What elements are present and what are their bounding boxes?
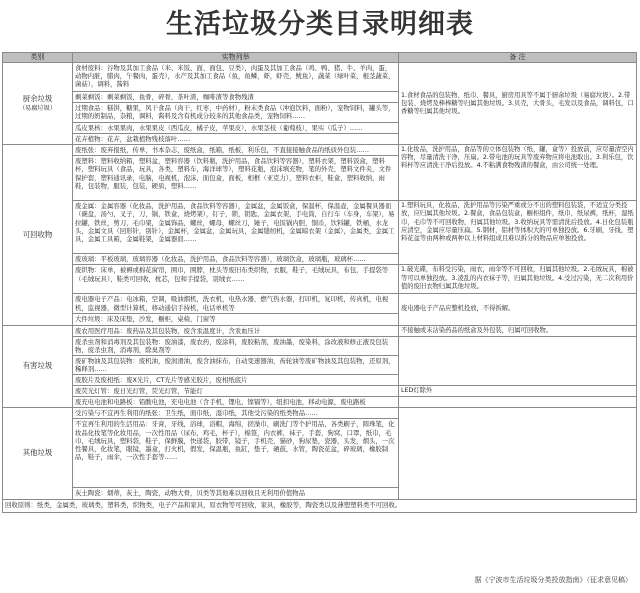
table-header-row <box>3 53 637 63</box>
category-other: 其他垃圾 <box>3 408 73 499</box>
recyclable-item-plastic: 废塑料：塑料收纳箱，塑料盆，塑料容器（饮料瓶，洗护用品，食品饮料等容器），塑料衣架，塑料饭盒，塑料杯，塑料玩具（食品，玩具，各类，塑料车，海洋球等），塑料花瓶，泡沫填充物，笔的外壳，塑料文件夹，文件保护套，塑料通讯录，电脑，电视机，泡沫，面包盒，面板，相框（亚克力），塑料衣柜，鞋盒，塑料收纳，雨鞋，包装物，服装，包装，硬质，塑料…… <box>73 156 399 201</box>
table-row <box>3 63 637 92</box>
table-row <box>3 201 637 254</box>
table-row <box>3 408 637 419</box>
hazardous-remarks-b: LED灯除外 <box>399 386 637 397</box>
category-recyclable: 可回收物 <box>3 145 73 325</box>
kitchen-remarks: 1.食材食品的包装物、纸巾、餐具，厨房用具等不属于厨余垃圾（易腐垃圾）。2.带包装、烧烤及棒棒糖等归属其他垃圾。3.贝壳，大骨头，毛发以及食品，调料包，口香糖等归属其他垃圾。 <box>399 63 637 145</box>
header-examples: 实物列举 <box>73 53 399 63</box>
other-remarks-blank <box>399 408 637 499</box>
header-category: 类别 <box>3 53 73 63</box>
recyclable-remarks-d: 废电器电子产品应整机投放，不得拆解。 <box>399 294 637 325</box>
table-row <box>3 386 637 397</box>
table-row <box>3 145 637 156</box>
header-remarks: 备 注 <box>399 53 637 63</box>
recycling-principle: 回收原则：纸类，金属类，玻璃类，塑料类，织物类，电子产品和家具，原衣物等可回收，家具，橡胶等，陶瓷类以及薄塑塑料类不可回收。 <box>3 499 637 512</box>
other-item-daily-goods: 不宜再生利用的生活用品：牙膏，牙线，浴球，浴帽，海绵，搓澡巾，刷洗门等个护用品，各类刷子，圆珠笔，化妆品化妆笔等化妆用品，一次性用品（尿布，鸡毛，杯子），棉签，内衣裤，袜子，手套，狗窝，口罩，纸巾，毛巾，毛绒玩具，塑料袋，鞋子，保鲜膜，快递袋，胶带，镜子，手机壳，猫砂，狗尿垫，瓷器，头发，烟头，一次性餐具，化妆笔，眼镜，墨盒，打火机，假发，保温瓶，鱼缸，垫子，硒鼓，水管，陶瓷花盆，碎玻璃，橡胶制品，鞋子，雨伞，一次性手套等…… <box>73 419 399 488</box>
recyclable-remarks-a: 1.化妆品，洗护用品，食品等的立体包装物（纸，罐，盒等）投放前，应尽量清空内容物，尽量清洗干净，压扁。2.带电池的玩具等废弃物应将电池取出。3.利乐包，饮料杯等应清洗干净后投放。4.不粘满食物残渣的餐盒，由公司统一处理。 <box>399 145 637 201</box>
category-kitchen: 厨余垃圾 （易腐垃圾） <box>3 63 73 145</box>
hazardous-remarks-blank <box>399 336 637 385</box>
kitchen-item-ingredients: 食材废料：谷物及其加工食品（米、米饭、面、面包、豆类），肉蛋及其加工食品（鸡、鸭、猪、牛、羊肉，蛋，动物内脏，腊肉，午餐肉，蛋壳），水产及其加工食品（鱼，鱼鳞，虾，虾壳，鱿鱼），蔬菜（绿叶菜，根茎蔬菜，菌菇），调料，酱料 <box>73 63 399 92</box>
kitchen-item-plants: 花卉植物：花卉，盆栽植物残枝落叶…… <box>73 134 399 145</box>
hazardous-remarks-blank-2 <box>399 397 637 408</box>
classification-table <box>2 52 637 513</box>
recyclable-item-textile: 废织物：床单，被褥或棉花窗帘，围巾，围脖，枕头等废旧布类织物，衣服，鞋子，毛绒玩具，布包，手提袋等（毛绒玩具），鞋类可回收，枕芯，包和手提袋，羽绒衣…… <box>73 265 399 294</box>
table-row <box>3 336 637 355</box>
recyclable-item-paper: 废纸张：废弃报纸，传单，书本杂志，废纸盒，纸箱，纸板，利乐包，不直接接触食品的纸质外包装…… <box>73 145 399 156</box>
recyclable-item-electronics: 废电器电子产品：电冰箱，空调，吸油烟机，洗衣机，电热水器，燃气热水器，打印机，复印机，传真机，电视机，监视器，微型计算机，移动通信手持机，电话单机等 <box>73 294 399 314</box>
hazardous-item-pesticide: 废杀虫剂和消毒剂及其包装物：废油漆，废农药，废涂料，废胶粘剂，废油墨，废染料，涂改液和修正液及包装物，废杀虫剂，消毒剂，除臭剂等 <box>73 336 399 355</box>
hazardous-item-medical: 废农用医疗用品：废药品及其包装物，废含汞温度计，含汞血压计 <box>73 325 399 336</box>
category-hazardous: 有害垃圾 <box>3 325 73 408</box>
hazardous-item-mineral-oil: 废矿物油及其包装物：废机油，废润滑油，废含油抹布，自动变速器油，齿轮油等废矿物油及其包装物，还原剂，稀释剂…… <box>73 355 399 374</box>
recyclable-item-bulky: 大件垃圾：床及床垫，沙发，橱柜，桌椅，门窗等 <box>73 314 399 325</box>
hazardous-remarks-a: 不接触或未沾染药品的纸盒及外包装，归属可回收物。 <box>399 325 637 336</box>
kitchen-item-expired-food: 过期食品：糕饼，糖果，风干食品（肉干，红枣，中药材），粉末类食品（冲泡饮料，面粉），宠物饲料，罐头等，过期的奶制品，杂粮，调料，酱料及含有机成分较多的其他食品类，宠物饲料…… <box>73 103 399 123</box>
table-row <box>3 499 637 512</box>
table-row <box>3 397 637 408</box>
table-row <box>3 265 637 294</box>
source-note: 据《宁波市生活垃圾分类投放指南》（征求意见稿） <box>474 576 632 584</box>
recyclable-remarks-b: 1.塑料玩具，化妆品，洗护用品等污染严重或分不出的塑料包装袋，不适宜分类投放，应归属其他垃圾。2.餐盒，食品包装盒，橱柜组件，纸巾，纸尿裤，纸杯，湿纸巾，毛巾等不可回收物，归属其他垃圾。3.收纳玩具等需清洗后投放。4.日化包装瓶应清空，金属应尽量压扁。5.钢材，铝材等体积大的可单独投放。6.牙刷，牙线，塑料花盆等由两种或两种以上材料组成且难以拆分的物品应单独投放。 <box>399 201 637 265</box>
recyclable-remarks-c: 1.破光碟，布料受污染，雨衣，雨伞等不可回收，归属其他垃圾。2.毛绒玩具，棉被等可以单独投放。3.凌乱的内衣袜子等，归属其他垃圾。4.受过污染，无二次利用价值的废旧衣物归属其他垃圾。 <box>399 265 637 294</box>
hazardous-item-lamps: 废荧光灯管：废日光灯管，荧光灯管，节能灯 <box>73 386 399 397</box>
recyclable-item-glass: 废玻璃：平板玻璃，玻璃容器（化妆品，洗护用品，食品饮料等容器），玻璃饮盒，玻璃瓶，玻璃杯…… <box>73 254 399 265</box>
table-row <box>3 294 637 314</box>
other-item-ash-ceramics: 灰土陶瓷：烟蒂，灰土，陶瓷，动物大骨，贝类等其他难以回收且无利用价值物品 <box>73 488 399 499</box>
recyclable-item-metal: 废金属：金属容器（化妆品，洗护用品，食品饮料等容器），金属盆，金属饭盒，保温杯，保温壶，金属餐具器皿（碗盘，汤勺，叉子，刀，锅，铁盒，烧烤架），钉子，锁，钥匙，金属衣架，手电筒，自行车（车身，车架），易拉罐，铁丝，剪刀，毛巾架，金属饰品，螺丝，螺母，螺丝刀，锤子，电饭锅内胆，铜币，饮料罐，铁桶，水龙头，金属文具（回形针，别针），金属杯，金属盆，金属玩具，金属缝纫机，金属晾衣架（金属），金属类，金属工具，金属工具箱，金属鞋架，金属器皿…… <box>73 201 399 254</box>
hazardous-item-batteries: 废充电电池和电路板：铅酸电池，充电电池（含手机，锂电，镍镉等），纽扣电池，移动电源，废电路板 <box>73 397 399 408</box>
kitchen-item-leftovers: 剩菜剩饭：剩菜剩饭，鱼骨，碎骨，茶叶渣，咖啡渣等食物残渣 <box>73 92 399 103</box>
table-row <box>3 325 637 336</box>
hazardous-item-film: 废胶片及废相纸：废X光片，CT光片等感光胶片，废相纸底片 <box>73 375 399 386</box>
page-title: 生活垃圾分类目录明细表 <box>166 9 474 40</box>
kitchen-item-fruit: 瓜皮果核：水果果肉，水果果皮（西瓜皮，橘子皮，苹果皮），水果茎枝（葡萄枝），果实（瓜子）…… <box>73 123 399 134</box>
other-item-paper: 受污染与不宜再生利用的纸张：卫生纸，面巾纸，湿巾纸，其他受污染的纸类物品…… <box>73 408 399 419</box>
